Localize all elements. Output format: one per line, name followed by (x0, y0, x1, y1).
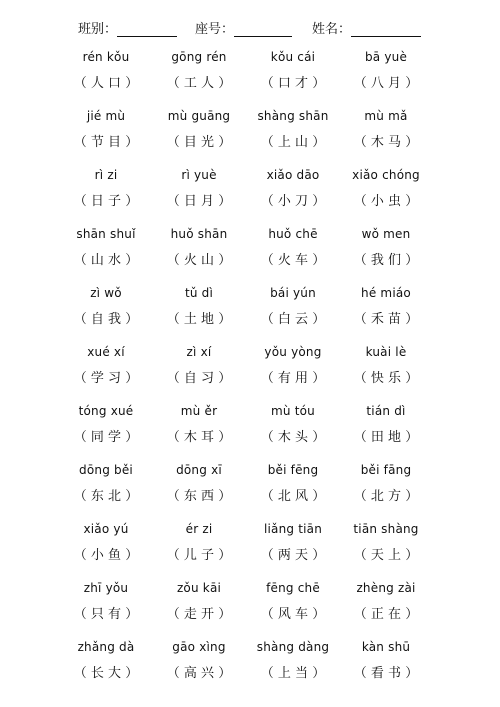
hanzi-text: （ 风 车 ） (260, 607, 326, 622)
pinyin-text: gāo xìng (172, 640, 226, 654)
pinyin-text: wǒ men (361, 227, 411, 241)
hanzi-text: （ 木 耳 ） (166, 430, 232, 445)
hanzi-text: （ 木 头 ） (260, 430, 326, 445)
pinyin-text: rì zi (94, 168, 118, 182)
word-row (70, 459, 470, 518)
pinyin-text: dōng xī (176, 463, 222, 477)
hanzi-text: （ 土 地 ） (166, 312, 232, 327)
pinyin-text: bái yún (270, 286, 316, 300)
pinyin-text: jié mù (86, 109, 126, 123)
pinyin-text: mù guāng (167, 109, 231, 123)
word-item (66, 164, 161, 223)
word-item (253, 46, 348, 105)
hanzi-text: （ 小 虫 ） (353, 194, 419, 209)
pinyin-text: xiǎo dāo (266, 168, 320, 182)
hanzi-text: （ 长 大 ） (73, 666, 139, 681)
word-item (66, 282, 161, 341)
pinyin-text: kuài lè (365, 345, 407, 359)
hanzi-text: （ 自 我 ） (73, 312, 139, 327)
word-row (70, 518, 470, 577)
pinyin-text: běi fēng (267, 463, 319, 477)
word-item (66, 459, 161, 518)
pinyin-text: ér zi (185, 522, 213, 536)
word-item (159, 46, 254, 105)
word-item (66, 341, 161, 400)
hanzi-text: （ 正 在 ） (353, 607, 419, 622)
word-grid (70, 46, 470, 695)
word-item (159, 105, 254, 164)
hanzi-text: （ 北 风 ） (260, 489, 326, 504)
word-item (159, 341, 254, 400)
hanzi-text: （ 高 兴 ） (166, 666, 232, 681)
class-label: 班别： (78, 22, 118, 37)
word-row (70, 46, 470, 105)
word-item (346, 282, 441, 341)
word-item (253, 577, 348, 636)
word-row (70, 105, 470, 164)
word-row (70, 164, 470, 223)
word-item (66, 518, 161, 577)
pinyin-text: běi fāng (360, 463, 412, 477)
pinyin-text: tǔ dì (184, 286, 214, 300)
hanzi-text: （ 东 北 ） (73, 489, 139, 504)
word-item (159, 636, 254, 695)
pinyin-text: tiān shàng (353, 522, 419, 536)
word-row (70, 577, 470, 636)
word-item (346, 105, 441, 164)
word-item (346, 46, 441, 105)
pinyin-text: mù tóu (271, 404, 315, 418)
hanzi-text: （ 同 学 ） (73, 430, 139, 445)
word-row (70, 223, 470, 282)
word-item (159, 223, 254, 282)
pinyin-text: yǒu yòng (264, 345, 322, 359)
word-row (70, 636, 470, 695)
word-item (346, 636, 441, 695)
hanzi-text: （ 我 们 ） (353, 253, 419, 268)
word-item (253, 223, 348, 282)
pinyin-text: rén kǒu (82, 50, 130, 64)
pinyin-text: kǒu cái (270, 50, 316, 64)
pinyin-text: liǎng tiān (263, 522, 323, 536)
word-item (253, 459, 348, 518)
pinyin-text: mù ěr (180, 404, 218, 418)
pinyin-text: zì xí (186, 345, 212, 359)
word-row (70, 282, 470, 341)
hanzi-text: （ 白 云 ） (260, 312, 326, 327)
word-row (70, 400, 470, 459)
hanzi-text: （ 木 马 ） (353, 135, 419, 150)
hanzi-text: （ 北 方 ） (353, 489, 419, 504)
hanzi-text: （ 工 人 ） (166, 76, 232, 91)
word-item (346, 518, 441, 577)
seat-field (195, 18, 292, 37)
word-item (253, 518, 348, 577)
word-item (346, 341, 441, 400)
word-item (346, 459, 441, 518)
hanzi-text: （ 东 西 ） (166, 489, 232, 504)
hanzi-text: （ 八 月 ） (353, 76, 419, 91)
word-item (159, 282, 254, 341)
hanzi-text: （ 两 天 ） (260, 548, 326, 563)
word-item (159, 400, 254, 459)
word-item (159, 577, 254, 636)
worksheet-header (0, 16, 500, 38)
pinyin-text: shàng shān (257, 109, 329, 123)
hanzi-text: （ 上 山 ） (260, 135, 326, 150)
hanzi-text: （ 日 子 ） (73, 194, 139, 209)
pinyin-text: dōng běi (79, 463, 133, 477)
pinyin-text: kàn shū (361, 640, 411, 654)
word-item (253, 105, 348, 164)
hanzi-text: （ 口 才 ） (260, 76, 326, 91)
word-item (66, 46, 161, 105)
word-item (253, 164, 348, 223)
hanzi-text: （ 火 山 ） (166, 253, 232, 268)
hanzi-text: （ 只 有 ） (73, 607, 139, 622)
name-label: 姓名： (312, 22, 352, 37)
pinyin-text: huǒ chē (268, 227, 318, 241)
word-item (66, 636, 161, 695)
pinyin-text: mù mǎ (364, 109, 408, 123)
word-item (66, 223, 161, 282)
word-item (346, 577, 441, 636)
hanzi-text: （ 火 车 ） (260, 253, 326, 268)
pinyin-text: zhèng zài (356, 581, 416, 595)
pinyin-text: xiǎo yú (83, 522, 129, 536)
word-item (66, 400, 161, 459)
word-item (159, 164, 254, 223)
hanzi-text: （ 小 刀 ） (260, 194, 326, 209)
class-field (78, 18, 177, 37)
hanzi-text: （ 田 地 ） (353, 430, 419, 445)
hanzi-text: （ 日 月 ） (166, 194, 232, 209)
hanzi-text: （ 上 当 ） (260, 666, 326, 681)
hanzi-text: （ 节 目 ） (73, 135, 139, 150)
pinyin-text: zhǎng dà (77, 640, 135, 654)
pinyin-text: fēng chē (266, 581, 320, 595)
word-item (346, 223, 441, 282)
word-item (159, 459, 254, 518)
name-blank[interactable] (351, 22, 421, 37)
hanzi-text: （ 有 用 ） (260, 371, 326, 386)
pinyin-text: zǒu kāi (176, 581, 222, 595)
class-blank[interactable] (117, 22, 177, 37)
hanzi-text: （ 走 开 ） (166, 607, 232, 622)
pinyin-text: shān shuǐ (76, 227, 136, 241)
pinyin-text: shàng dàng (256, 640, 330, 654)
word-item (346, 164, 441, 223)
word-item (253, 400, 348, 459)
pinyin-text: zì wǒ (90, 286, 122, 300)
pinyin-text: tián dì (366, 404, 406, 418)
hanzi-text: （ 自 习 ） (166, 371, 232, 386)
pinyin-text: xiǎo chóng (352, 168, 420, 182)
word-item (346, 400, 441, 459)
hanzi-text: （ 看 书 ） (353, 666, 419, 681)
hanzi-text: （ 小 鱼 ） (73, 548, 139, 563)
hanzi-text: （ 学 习 ） (73, 371, 139, 386)
hanzi-text: （ 快 乐 ） (353, 371, 419, 386)
hanzi-text: （ 儿 子 ） (166, 548, 232, 563)
word-item (66, 105, 161, 164)
pinyin-text: gōng rén (171, 50, 227, 64)
pinyin-text: bā yuè (364, 50, 408, 64)
hanzi-text: （ 天 上 ） (353, 548, 419, 563)
word-item (253, 341, 348, 400)
hanzi-text: （ 人 口 ） (73, 76, 139, 91)
seat-label: 座号： (195, 22, 235, 37)
pinyin-text: huǒ shān (170, 227, 228, 241)
word-item (66, 577, 161, 636)
hanzi-text: （ 山 水 ） (73, 253, 139, 268)
pinyin-text: rì yuè (181, 168, 217, 182)
pinyin-text: zhī yǒu (83, 581, 129, 595)
name-field (312, 18, 421, 37)
seat-blank[interactable] (234, 22, 292, 37)
hanzi-text: （ 目 光 ） (166, 135, 232, 150)
pinyin-text: tóng xué (78, 404, 134, 418)
pinyin-text: hé miáo (361, 286, 411, 300)
word-row (70, 341, 470, 400)
word-item (253, 636, 348, 695)
word-item (253, 282, 348, 341)
hanzi-text: （ 禾 苗 ） (353, 312, 419, 327)
pinyin-text: xué xí (87, 345, 125, 359)
word-item (159, 518, 254, 577)
